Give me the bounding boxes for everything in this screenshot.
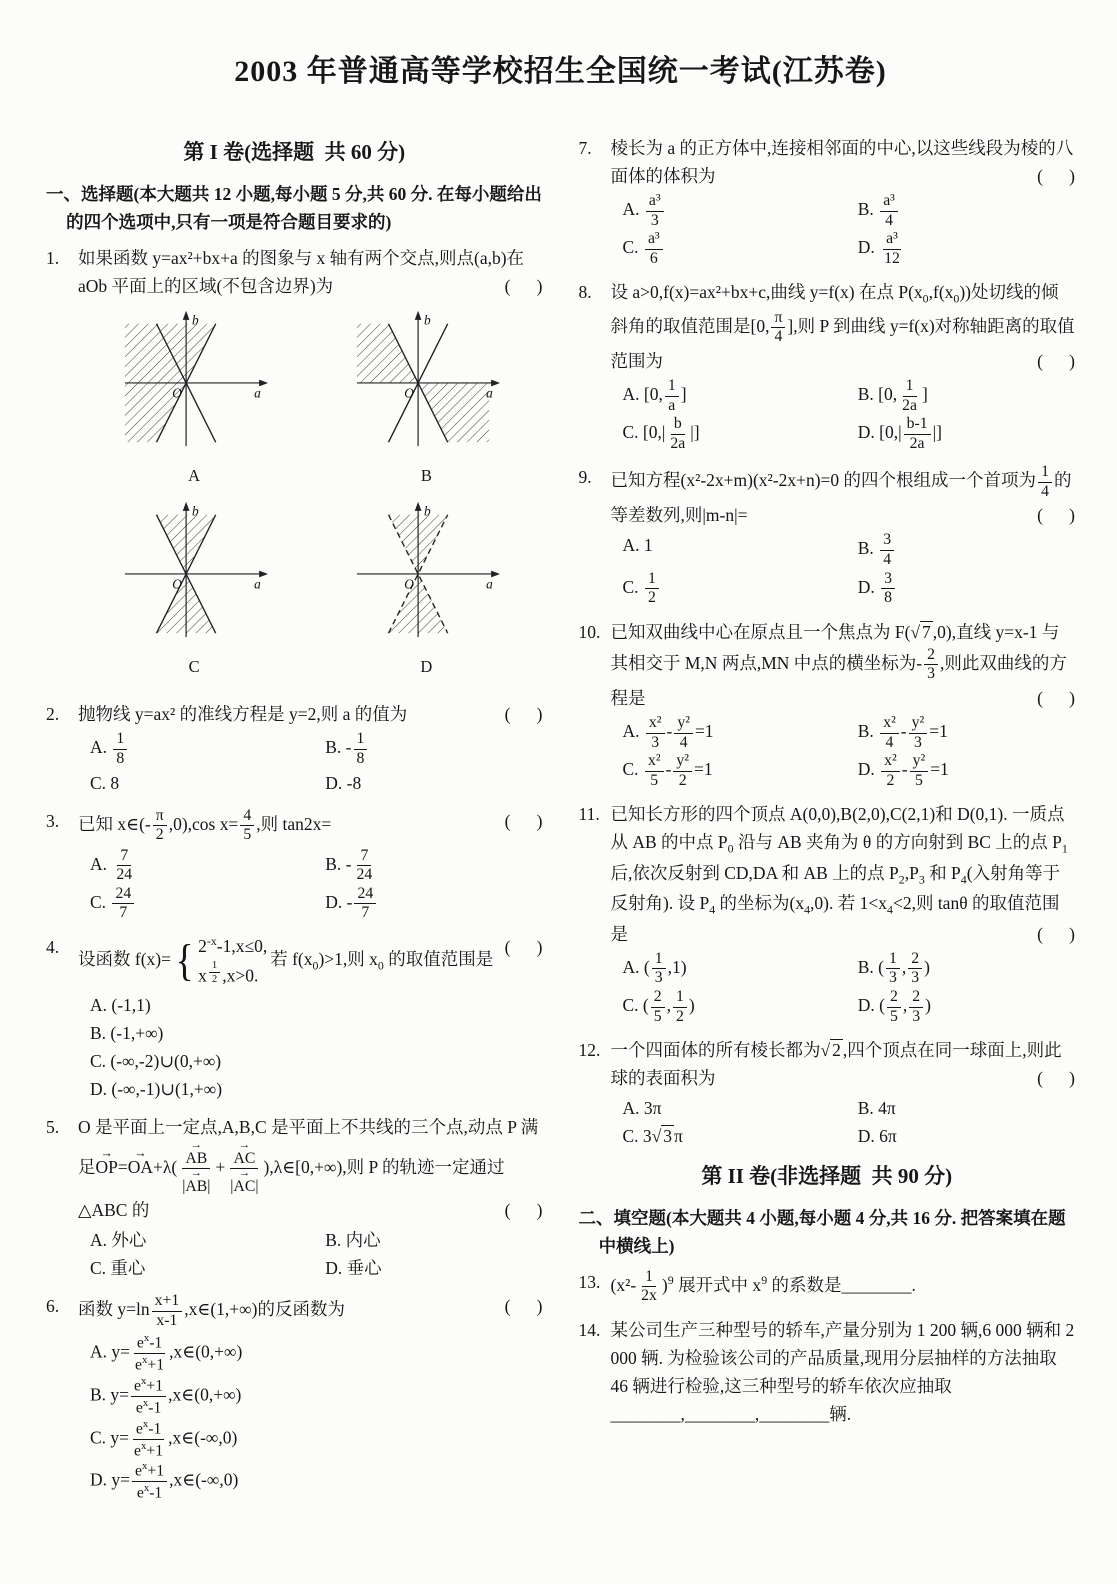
answer-blank: ( ) (504, 1296, 543, 1317)
question-2-body (78, 700, 543, 796)
question-14-body (611, 1316, 1076, 1428)
option-a: A. $\frac{7}{24}$ (90, 846, 133, 884)
section2-instructions: 二、填空题(本大题共 4 小题,每小题 4 分,共 16 分. 把答案填在题中横线上) (578, 1207, 1066, 1256)
question-2-options (78, 730, 543, 796)
exam-title: 2003 年普通高等学校招生全国统一考试(江苏卷) (234, 55, 887, 88)
question-6-options (78, 1332, 543, 1503)
question-6 (46, 1292, 543, 1503)
question-14-number: 14. (578, 1319, 601, 1340)
answer-blank: ( ) (1037, 166, 1075, 186)
option-d: D. $\frac{\text{a³}}{12}$ (857, 230, 900, 267)
right-column (579, 134, 1076, 1438)
question-10-number: 10. (578, 621, 601, 642)
option-d: D. $\frac{\text{x²}}{2}$ - $\frac{\text{y²}}{5}$ =1 (857, 752, 949, 789)
question-2-text: 抛物线 y=ax² 的准线方程是 y=2,则 a 的值为 (78, 704, 408, 725)
question-4-options (78, 991, 543, 1103)
graph-a-label: A (188, 465, 201, 485)
graph-option-a (78, 306, 310, 489)
question-14-text: 某公司生产三种型号的轿车,产量分别为 1 200 辆,6 000 辆和 2 000 辆. 为检验该公司的产品质量,现用分层抽样的方法抽取 46 辆进行检验,这三种型号的轿车依次应抽取________,________,________辆. (610, 1319, 1075, 1424)
option-b: B. $\frac{3}{4}$ (846, 531, 1075, 569)
option-a: A. 3π (622, 1098, 662, 1119)
origin-label: O (172, 385, 183, 401)
vertical-axis-label: b (424, 503, 432, 519)
option-b: B. y= $\frac{e^x+1}{e^x-1}$ ,x∈(0,+∞) (90, 1375, 242, 1417)
question-1 (46, 244, 543, 691)
option-a: A. ( $\frac{1}{3}$ ,1) (622, 949, 687, 987)
question-2-number: 2. (46, 704, 60, 725)
question-6-body (78, 1292, 543, 1503)
option-c: C. 重心 (90, 1258, 146, 1279)
answer-blank: ( ) (504, 937, 543, 957)
question-1-text: 如果函数 y=ax²+bx+a 的图象与 x 轴有两个交点,则点(a,b)在 aOb 平面上的区域(不包含边界)为 (78, 247, 525, 296)
origin-label: O (172, 576, 183, 592)
option-a: A. [0, $\frac{1}{a}$ ] (622, 377, 687, 414)
question-12-number: 12. (578, 1040, 601, 1061)
question-8-text: 设 a>0,f(x)=ax²+bx+c,曲线 y=f(x) 在点 $P(x_0,f(x_0))$处切线的倾斜角的取值范围是[0, $\frac{\pi}{4}$ ],则 P 到曲线 y=f(x)对称轴距离的取值范围为 (610, 282, 1075, 372)
question-10-options (611, 714, 1076, 790)
question-2-stem (78, 700, 543, 728)
question-6-text: 函数 y=ln $\frac{x+1}{x-1}$ ,x∈(1,+∞)的反函数为 (78, 1292, 345, 1329)
question-11-stem (611, 800, 1076, 948)
option-b: B. 4π (857, 1098, 896, 1119)
option-d: D. y= $\frac{e^x+1}{e^x-1}$ ,x∈(-∞,0) (90, 1460, 239, 1502)
section1-instructions: 一、选择题(本大题共 12 小题,每小题 5 分,共 60 分. 在每小题给出的四个选项中,只有一项是符合题目要求的) (46, 183, 542, 232)
graph-c-label: C (188, 656, 200, 676)
horizontal-axis-label: a (486, 385, 494, 401)
option-d: D. - $\frac{24}{7}$ (313, 885, 542, 923)
option-b: B. - $\frac{7}{24}$ (325, 846, 373, 884)
origin-label: O (404, 576, 415, 592)
question-8-body (611, 278, 1076, 453)
question-10-stem (611, 618, 1076, 712)
question-5-number: 5. (46, 1117, 60, 1138)
vertical-axis-label: b (424, 312, 432, 328)
question-5-options (78, 1226, 543, 1282)
question-10-body (611, 618, 1076, 790)
vertical-axis-label: b (192, 312, 199, 328)
question-1-stem (78, 244, 543, 300)
option-c: C. (-∞,-2)∪(0,+∞) (90, 1051, 222, 1072)
option-c: C. $\frac{1}{2}$ (611, 570, 840, 608)
option-c: C. [0,| $\frac{b}{2a}$ |] (622, 415, 700, 452)
answer-blank: ( ) (1037, 923, 1075, 944)
question-14-stem (611, 1316, 1076, 1428)
question-13-text: (x²- $\frac{1}{2x}$ )$^9$ 展开式中 $x^9$ 的系数是________. (610, 1267, 916, 1305)
option-d: D. ( $\frac{2}{5}$ , $\frac{2}{3}$ ) (857, 988, 931, 1025)
question-3-text: 已知 x∈(- $\frac{\pi}{2}$ ,0),cos x= $\frac{4}{5}$ ,则 tan2x= (78, 806, 332, 844)
question-9 (579, 463, 1076, 607)
question-7-options (611, 192, 1076, 268)
option-a: A. $\frac{1}{8}$ (78, 730, 307, 768)
option-b: B. - $\frac{1}{8}$ (313, 730, 542, 768)
horizontal-axis-label: a (254, 576, 261, 592)
option-c: C. $\frac{\text{a³}}{6}$ (611, 230, 840, 268)
option-b: B. $\frac{\text{a³}}{4}$ (846, 192, 1075, 230)
option-b: B. ( $\frac{1}{3}$ , $\frac{2}{3}$ ) (857, 949, 930, 987)
section2-title: 第 II 卷(非选择题 共 90 分) (701, 1164, 953, 1189)
question-1-body (78, 244, 543, 691)
answer-blank: ( ) (504, 275, 543, 296)
option-b: B. (-1,+∞) (90, 1023, 164, 1044)
question-6-stem (78, 1292, 543, 1330)
question-8 (579, 278, 1076, 453)
question-5 (46, 1113, 543, 1282)
question-13-stem (611, 1268, 1076, 1306)
question-12-text: 一个四面体的所有棱长都为√ 2 ,四个顶点在同一球面上,则此球的表面积为 (610, 1040, 1062, 1089)
graph-a-plot (103, 306, 285, 454)
question-11-text: 已知长方形的四个顶点 A(0,0),B(2,0),C(2,1)和 D(0,1). 一质点从 AB 的中点 $P_0$ 沿与 AB 夹角为 θ 的方向射到 BC 上的点 $P_1$ 后,依次反射到 CD,DA 和 AB 上的点 $P_2,P_3$ 和 $P_4$(入射角等于反射角). 设 $P_4$ 的坐标为$(x_4,0)$. 若 $1<x_4<2$,则 tanθ 的取值范围是 (610, 804, 1068, 944)
question-11-body (611, 800, 1076, 1026)
question-11-number: 11. (578, 804, 600, 825)
question-7-body (611, 134, 1076, 268)
option-d: D. (-∞,-1)∪(1,+∞) (90, 1079, 223, 1100)
graph-d-label: D (420, 656, 433, 676)
question-10-text: 已知双曲线中心在原点且一个焦点为 F(√ 7 ,0),直线 y=x-1 与其相交于 M,N 两点,MN 中点的横坐标为- $\frac{2}{3}$ ,则此双曲线的方程是 (610, 621, 1067, 708)
answer-blank: ( ) (1037, 351, 1075, 372)
question-3-body (78, 807, 543, 923)
option-c: C. ( $\frac{2}{5}$ , $\frac{1}{2}$ ) (622, 988, 695, 1025)
graph-c-plot (103, 497, 285, 645)
option-d: D. 垂心 (325, 1258, 382, 1279)
question-4-stem (78, 933, 543, 989)
option-c: C. y= $\frac{e^x-1}{e^x+1}$ ,x∈(-∞,0) (90, 1417, 238, 1459)
question-1-number: 1. (46, 247, 60, 268)
option-c: C. 3√ 3 π (622, 1126, 683, 1147)
origin-label: O (404, 385, 415, 401)
question-11-options (611, 950, 1076, 1026)
question-5-stem (78, 1113, 543, 1224)
option-a: A. (-1,1) (90, 995, 151, 1016)
question-8-stem (611, 278, 1076, 375)
question-12-options (611, 1094, 1076, 1150)
section1-title: 第 I 卷(选择题 共 60 分) (183, 140, 406, 164)
question-12-body (611, 1036, 1076, 1150)
answer-blank: ( ) (504, 1200, 543, 1221)
question-9-text: 已知方程(x²-2x+m)(x²-2x+n)=0 的四个根组成一个首项为 $\frac{1}{4}$ 的等差数列,则|m-n|= (610, 463, 1072, 526)
answer-blank: ( ) (1037, 505, 1075, 526)
question-11 (579, 800, 1076, 1026)
question-9-number: 9. (578, 467, 592, 488)
option-a: A. 1 (622, 535, 653, 556)
question-9-body (611, 463, 1076, 607)
question-3 (46, 807, 543, 923)
question-9-options (611, 531, 1076, 607)
question-12-stem (611, 1036, 1076, 1092)
graph-option-b (310, 306, 542, 489)
left-column (46, 134, 543, 1513)
question-7 (579, 134, 1076, 268)
two-column-layout (46, 134, 1075, 1513)
answer-blank: ( ) (504, 704, 543, 725)
option-d: D. -8 (325, 772, 362, 793)
vertical-axis-label: b (192, 503, 199, 519)
option-d: D. [0,| $\frac{b-1}{2a}$ |] (857, 415, 942, 452)
answer-blank: ( ) (504, 810, 543, 831)
question-6-number: 6. (46, 1296, 60, 1317)
question-4-text: 设函数 f(x)= { $2^{-x}-1,x\le 0$, x $^{\frac{1}{2}}$ ,x>0. 若 $f(x_0)>1$,则 $x_0$ 的取值范围是 (78, 934, 494, 986)
question-2 (46, 700, 543, 796)
question-13-body (611, 1268, 1076, 1306)
question-7-stem (611, 134, 1076, 190)
option-a: A. $\frac{\text{a³}}{3}$ (611, 192, 840, 230)
option-c: C. $\frac{\text{x²}}{5}$ - $\frac{\text{y²}}{2}$ =1 (622, 752, 713, 789)
option-d: D. $\frac{3}{8}$ (846, 570, 1075, 608)
option-b: B. $\frac{\text{x²}}{4}$ - $\frac{\text{y²}}{3}$ =1 (857, 713, 948, 751)
question-4 (46, 933, 543, 1103)
question-5-body (78, 1113, 543, 1282)
horizontal-axis-label: a (486, 576, 494, 592)
horizontal-axis-label: a (254, 385, 261, 401)
question-13-number: 13. (578, 1271, 601, 1292)
question-3-options (78, 847, 543, 923)
option-b: B. [0, $\frac{1}{2a}$ ] (857, 377, 928, 414)
question-4-body (78, 933, 543, 1103)
question-14 (579, 1316, 1076, 1428)
option-c: C. $\frac{24}{7}$ (78, 885, 307, 923)
question-5-text: O 是平面上一定点,A,B,C 是平面上不共线的三个点,动点 P 满足OP →=OA →+λ( $\frac{AB \to}{|AB \to|}$ + $\frac{AC \to}{|AC \to|}$ ),λ∈[0,+∞),则 P 的轨迹一定通过△ABC 的 (78, 1117, 538, 1220)
graph-b-plot (335, 306, 517, 454)
question-9-stem (611, 463, 1076, 529)
answer-blank: ( ) (1037, 1068, 1075, 1089)
answer-blank: ( ) (1037, 687, 1075, 708)
option-d: D. 6π (857, 1126, 897, 1147)
graph-option-c (78, 497, 310, 680)
question-10 (579, 618, 1076, 790)
graph-b-label: B (420, 465, 432, 485)
option-a: A. y= $\frac{e^x-1}{e^x+1}$ ,x∈(0,+∞) (90, 1332, 243, 1374)
question-1-option-graphs (78, 306, 543, 681)
option-b: B. 内心 (325, 1230, 381, 1251)
question-4-number: 4. (46, 937, 60, 957)
graph-d-plot (335, 497, 517, 645)
question-7-number: 7. (578, 138, 592, 158)
question-3-stem (78, 807, 543, 845)
question-13 (579, 1268, 1076, 1306)
question-3-number: 3. (46, 810, 60, 831)
option-c: C. 8 (90, 772, 120, 793)
question-7-text: 棱长为 a 的正方体中,连接相邻面的中心,以这些线段为棱的八面体的体积为 (610, 138, 1074, 186)
option-a: A. $\frac{\text{x²}}{3}$ - $\frac{\text{y²}}{4}$ =1 (622, 713, 714, 751)
question-8-number: 8. (578, 282, 592, 303)
question-8-options (611, 377, 1076, 453)
graph-option-d (310, 497, 542, 680)
question-12 (579, 1036, 1076, 1150)
option-a: A. 外心 (90, 1230, 147, 1251)
